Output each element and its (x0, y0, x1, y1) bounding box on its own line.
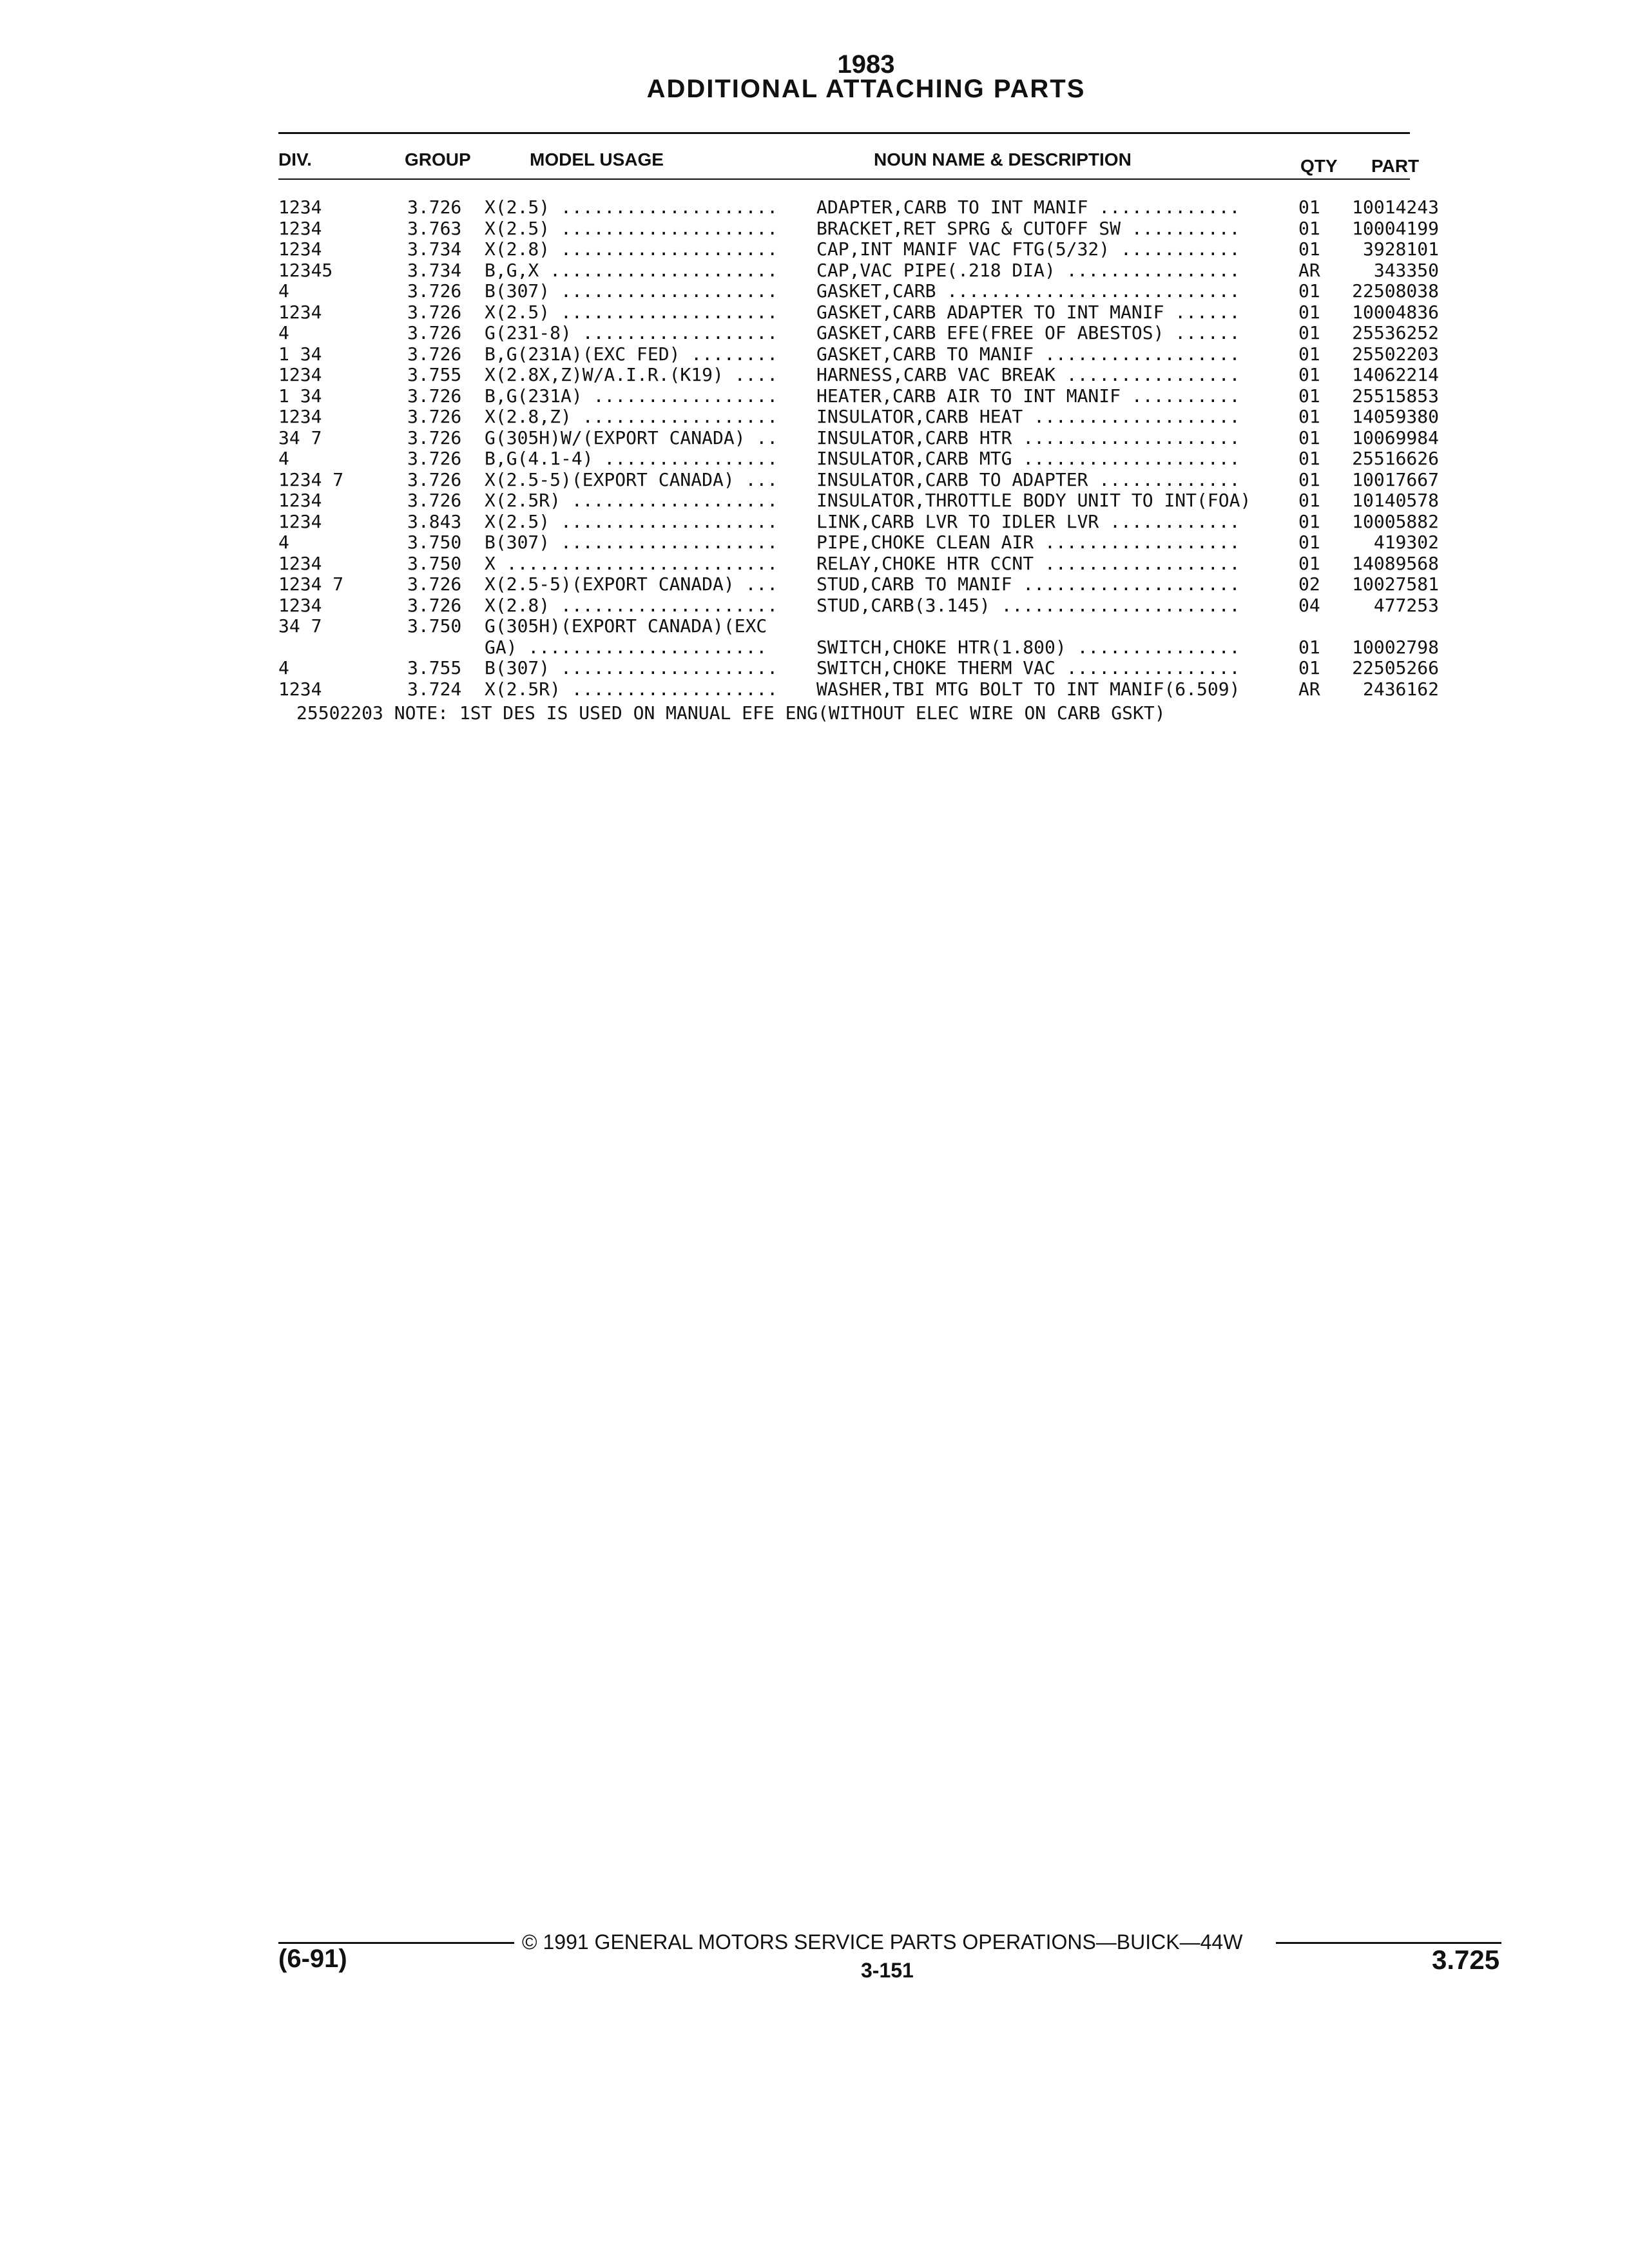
cell-model-usage: B(307) .................... (485, 532, 778, 553)
cell-description: SWITCH,CHOKE HTR(1.800) ............... (816, 636, 1240, 658)
footer-rule-right (1276, 1942, 1501, 1944)
cell-qty: 01 (1298, 552, 1320, 574)
cell-description: LINK,CARB LVR TO IDLER LVR ............ (816, 510, 1240, 532)
cell-part: 10017667 (1352, 468, 1439, 490)
cell-group: 3.726 (407, 301, 462, 323)
cell-qty: 01 (1298, 343, 1320, 365)
column-header-model-usage: MODEL USAGE (530, 149, 664, 169)
cell-div: 1234 (278, 594, 322, 616)
cell-group: 3.726 (407, 594, 462, 616)
cell-div: 1234 (278, 238, 322, 260)
cell-qty: AR (1298, 678, 1320, 700)
cell-part: 14062214 (1352, 364, 1439, 385)
cell-part: 10014243 (1352, 197, 1439, 218)
cell-description: INSULATOR,CARB HEAT ................... (816, 406, 1240, 427)
cell-group: 3.763 (407, 217, 462, 239)
cell-qty: 04 (1298, 594, 1320, 616)
table-note: 25502203 NOTE: 1ST DES IS USED ON MANUAL EFE ENG(WITHOUT ELEC WIRE ON CARB GSKT) (296, 702, 1166, 724)
cell-model-usage: X(2.5) .................... (485, 217, 778, 239)
cell-group: 3.734 (407, 238, 462, 260)
cell-model-usage: X(2.5) .................... (485, 301, 778, 323)
cell-group: 3.726 (407, 322, 462, 343)
cell-div: 1 34 (278, 343, 322, 365)
cell-qty: 01 (1298, 427, 1320, 448)
footer-rule-left (278, 1942, 514, 1944)
cell-description: WASHER,TBI MTG BOLT TO INT MANIF(6.509) (816, 678, 1240, 700)
cell-description: INSULATOR,CARB MTG .................... (816, 448, 1240, 469)
document-year: 1983 (837, 50, 895, 79)
cell-div: 1234 (278, 217, 322, 239)
cell-div: 34 7 (278, 427, 322, 448)
cell-group: 3.755 (407, 657, 462, 678)
document-title: ADDITIONAL ATTACHING PARTS (646, 75, 1086, 103)
cell-description: INSULATOR,CARB TO ADAPTER ............. (816, 468, 1240, 490)
cell-div: 1234 (278, 364, 322, 385)
cell-qty: 01 (1298, 468, 1320, 490)
cell-model-usage: X(2.5-5)(EXPORT CANADA) ... (485, 468, 778, 490)
cell-part: 25502203 (1352, 343, 1439, 365)
cell-group: 3.726 (407, 468, 462, 490)
cell-qty: 01 (1298, 322, 1320, 343)
cell-group: 3.750 (407, 532, 462, 553)
cell-part: 25515853 (1352, 385, 1439, 407)
column-header-qty: QTY (1300, 156, 1338, 176)
cell-model-usage: X(2.5R) ................... (485, 678, 778, 700)
cell-part: 10027581 (1352, 573, 1439, 595)
cell-group: 3.750 (407, 615, 462, 637)
cell-description: BRACKET,RET SPRG & CUTOFF SW .......... (816, 217, 1240, 239)
cell-div: 1234 (278, 406, 322, 427)
cell-div: 4 (278, 280, 289, 302)
cell-description: ADAPTER,CARB TO INT MANIF ............. (816, 197, 1240, 218)
cell-group: 3.724 (407, 678, 462, 700)
cell-group: 3.726 (407, 280, 462, 302)
cell-div: 1234 (278, 301, 322, 323)
cell-qty: 01 (1298, 364, 1320, 385)
cell-group: 3.726 (407, 197, 462, 218)
cell-description: HARNESS,CARB VAC BREAK ................ (816, 364, 1240, 385)
cell-part: 10005882 (1352, 510, 1439, 532)
cell-div: 1234 (278, 197, 322, 218)
cell-model-usage: X(2.8,Z) .................. (485, 406, 778, 427)
cell-part: 10140578 (1352, 490, 1439, 511)
cell-model-usage: X ......................... (485, 552, 778, 574)
cell-model-usage: B,G,X ..................... (485, 259, 778, 281)
cell-model-usage: G(231-8) .................. (485, 322, 778, 343)
cell-group: 3.726 (407, 448, 462, 469)
cell-description: INSULATOR,THROTTLE BODY UNIT TO INT(FOA) (816, 490, 1251, 511)
cell-part: 14089568 (1352, 552, 1439, 574)
cell-qty: 01 (1298, 657, 1320, 678)
cell-group: 3.726 (407, 406, 462, 427)
cell-model-usage: X(2.8) .................... (485, 594, 778, 616)
cell-model-usage: GA) ...................... (485, 636, 767, 658)
cell-group: 3.726 (407, 385, 462, 407)
header-top-rule (278, 132, 1410, 134)
cell-description: GASKET,CARB ADAPTER TO INT MANIF ...... (816, 301, 1240, 323)
footer-section-number: 3.725 (1432, 1945, 1500, 1975)
cell-model-usage: B,G(4.1-4) ................ (485, 448, 778, 469)
cell-div: 1234 (278, 490, 322, 511)
cell-qty: 01 (1298, 636, 1320, 658)
cell-part: 22505266 (1352, 657, 1439, 678)
copyright-line: © 1991 GENERAL MOTORS SERVICE PARTS OPERATIONS—BUICK—44W (522, 1930, 1243, 1954)
cell-part: 14059380 (1352, 406, 1439, 427)
cell-description: INSULATOR,CARB HTR .................... (816, 427, 1240, 448)
cell-description: CAP,INT MANIF VAC FTG(5/32) ........... (816, 238, 1240, 260)
cell-div: 4 (278, 657, 289, 678)
cell-part: 10004836 (1352, 301, 1439, 323)
cell-div: 1234 (278, 510, 322, 532)
cell-model-usage: X(2.8) .................... (485, 238, 778, 260)
cell-model-usage: B(307) .................... (485, 280, 778, 302)
cell-qty: 01 (1298, 197, 1320, 218)
cell-model-usage: B(307) .................... (485, 657, 778, 678)
cell-div: 4 (278, 322, 289, 343)
cell-description: GASKET,CARB TO MANIF .................. (816, 343, 1240, 365)
cell-model-usage: X(2.8X,Z)W/A.I.R.(K19) .... (485, 364, 778, 385)
cell-qty: 01 (1298, 280, 1320, 302)
cell-div: 1234 (278, 552, 322, 574)
cell-qty: 01 (1298, 532, 1320, 553)
footer-page-number: 3-151 (861, 1959, 914, 1982)
cell-description: HEATER,CARB AIR TO INT MANIF .......... (816, 385, 1240, 407)
cell-qty: 01 (1298, 510, 1320, 532)
cell-model-usage: G(305H)(EXPORT CANADA)(EXC (485, 615, 767, 637)
cell-div: 12345 (278, 259, 333, 281)
cell-model-usage: B,G(231A) ................. (485, 385, 778, 407)
cell-qty: 01 (1298, 301, 1320, 323)
cell-part: 2436162 (1362, 678, 1439, 700)
cell-qty: 01 (1298, 448, 1320, 469)
cell-div: 34 7 (278, 615, 322, 637)
cell-div: 1234 (278, 678, 322, 700)
footer-revision-date: (6-91) (278, 1945, 347, 1973)
cell-description: GASKET,CARB ........................... (816, 280, 1240, 302)
cell-qty: 01 (1298, 238, 1320, 260)
column-header-div: DIV. (278, 149, 312, 169)
cell-group: 3.734 (407, 259, 462, 281)
cell-part: 25516626 (1352, 448, 1439, 469)
cell-model-usage: B,G(231A)(EXC FED) ........ (485, 343, 778, 365)
cell-model-usage: X(2.5-5)(EXPORT CANADA) ... (485, 573, 778, 595)
cell-description: GASKET,CARB EFE(FREE OF ABESTOS) ...... (816, 322, 1240, 343)
cell-model-usage: X(2.5) .................... (485, 197, 778, 218)
cell-div: 4 (278, 532, 289, 553)
cell-model-usage: G(305H)W/(EXPORT CANADA) .. (485, 427, 778, 448)
cell-description: STUD,CARB TO MANIF .................... (816, 573, 1240, 595)
cell-group: 3.843 (407, 510, 462, 532)
cell-part: 25536252 (1352, 322, 1439, 343)
cell-qty: 02 (1298, 573, 1320, 595)
cell-model-usage: X(2.5R) ................... (485, 490, 778, 511)
cell-part: 343350 (1373, 259, 1439, 281)
cell-description: SWITCH,CHOKE THERM VAC ................ (816, 657, 1240, 678)
cell-qty: AR (1298, 259, 1320, 281)
cell-qty: 01 (1298, 385, 1320, 407)
cell-div: 1 34 (278, 385, 322, 407)
cell-part: 3928101 (1362, 238, 1439, 260)
cell-qty: 01 (1298, 406, 1320, 427)
cell-part: 22508038 (1352, 280, 1439, 302)
cell-description: RELAY,CHOKE HTR CCNT .................. (816, 552, 1240, 574)
cell-part: 419302 (1373, 532, 1439, 553)
cell-div: 1234 7 (278, 468, 344, 490)
cell-group: 3.726 (407, 427, 462, 448)
cell-group: 3.726 (407, 343, 462, 365)
cell-part: 477253 (1373, 594, 1439, 616)
cell-qty: 01 (1298, 217, 1320, 239)
column-header-part: PART (1371, 156, 1420, 176)
cell-group: 3.755 (407, 364, 462, 385)
cell-div: 1234 7 (278, 573, 344, 595)
cell-part: 10004199 (1352, 217, 1439, 239)
column-header-noun-description: NOUN NAME & DESCRIPTION (874, 149, 1132, 169)
cell-part: 10069984 (1352, 427, 1439, 448)
header-bottom-rule (278, 178, 1410, 180)
cell-description: PIPE,CHOKE CLEAN AIR .................. (816, 532, 1240, 553)
cell-group: 3.726 (407, 490, 462, 511)
column-header-group: GROUP (405, 149, 471, 169)
cell-description: CAP,VAC PIPE(.218 DIA) ................ (816, 259, 1240, 281)
cell-description: STUD,CARB(3.145) ...................... (816, 594, 1240, 616)
cell-model-usage: X(2.5) .................... (485, 510, 778, 532)
cell-group: 3.726 (407, 573, 462, 595)
cell-part: 10002798 (1352, 636, 1439, 658)
cell-div: 4 (278, 448, 289, 469)
cell-qty: 01 (1298, 490, 1320, 511)
cell-group: 3.750 (407, 552, 462, 574)
